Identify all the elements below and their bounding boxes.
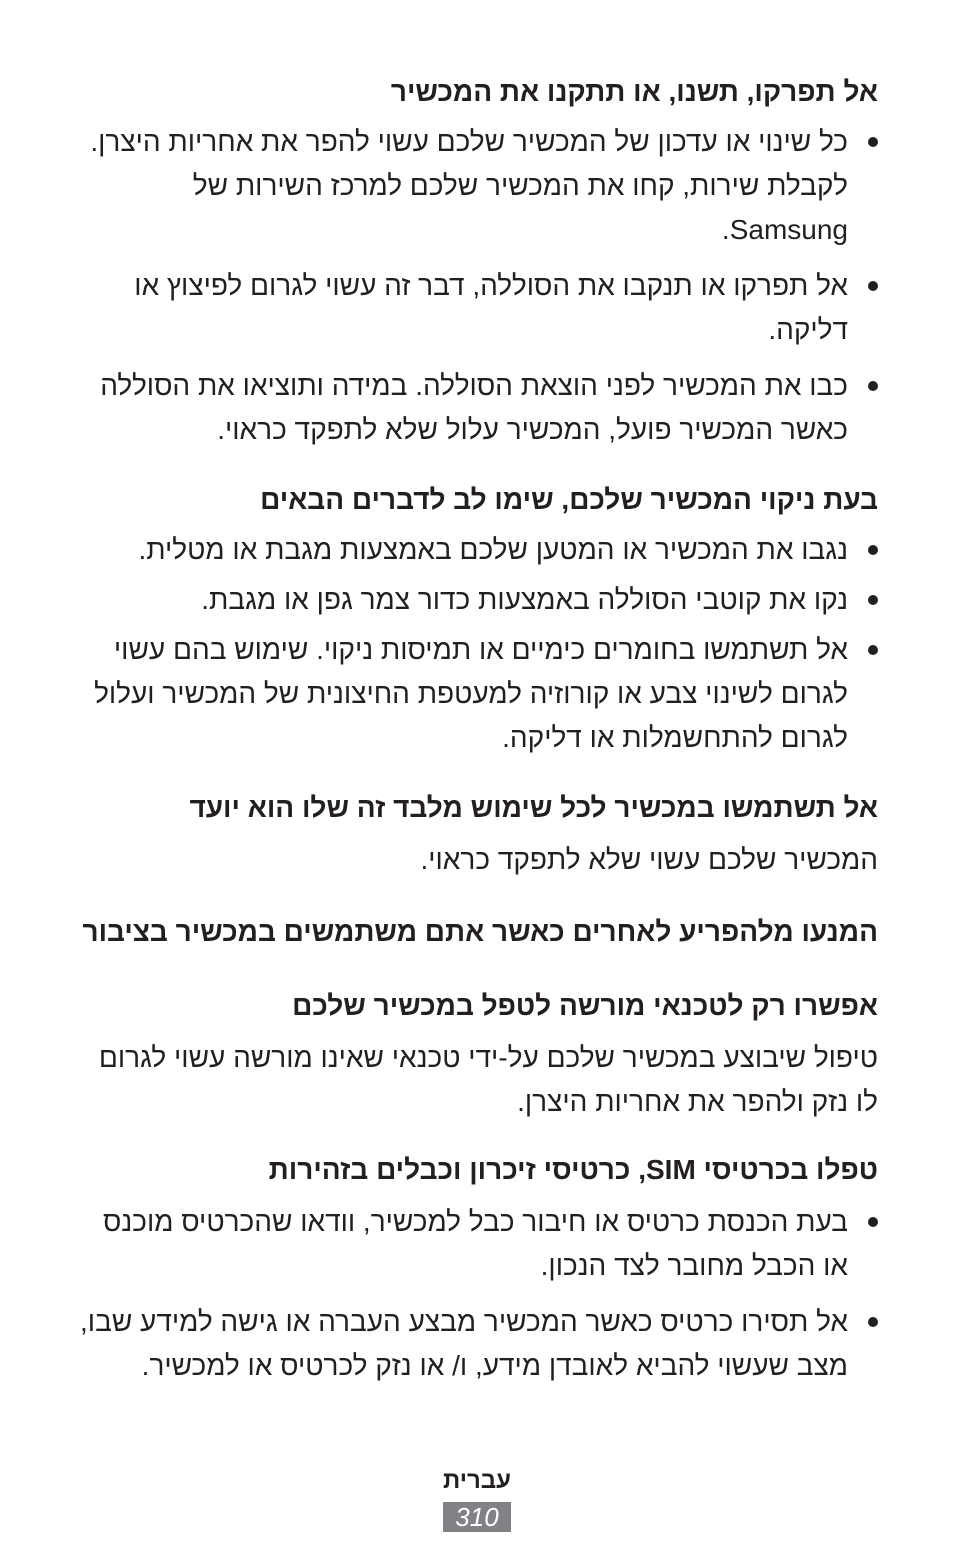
- bullet-icon: [868, 137, 878, 147]
- list-item: [72, 120, 878, 252]
- section-cards-cables: [72, 1152, 878, 1388]
- list-item: [72, 264, 878, 352]
- bullet-icon: [868, 281, 878, 291]
- section-disassembly: [72, 74, 878, 452]
- document-page: [72, 74, 878, 1388]
- bullet-list: [72, 120, 878, 452]
- list-item: [72, 528, 878, 572]
- list-item-text: כל שינוי או עדכון של המכשיר שלכם עשוי להפר את אחריות היצרן. לקבלת שירות, קחו את המכשיר שלכם למרכז השירות של Samsung.: [90, 126, 848, 245]
- bullet-icon: [868, 545, 878, 555]
- section-heading: בעת ניקוי המכשיר שלכם, שימו לב לדברים הבאים: [260, 484, 878, 515]
- section-heading: המנעו מלהפריע לאחרים כאשר אתם משתמשים במכשיר בציבור: [82, 916, 878, 947]
- list-item: [72, 1300, 878, 1388]
- section-heading: אל תפרקו, תשנו, או תתקנו את המכשיר: [390, 76, 878, 107]
- list-item: [72, 578, 878, 622]
- section-public-use: [72, 914, 878, 950]
- list-item-text: נגבו את המכשיר או המטען שלכם באמצעות מגבת או מטלית.: [138, 534, 848, 565]
- list-item-text: בעת הכנסת כרטיס או חיבור כבל למכשיר, וודאו שהכרטיס מוכנס או הכבל מחובר לצד הנכון.: [103, 1206, 848, 1281]
- bullet-icon: [868, 645, 878, 655]
- bullet-icon: [868, 381, 878, 391]
- bullet-list: [72, 1200, 878, 1388]
- list-item: [72, 364, 878, 452]
- section-heading: טפלו בכרטיסי SIM, כרטיסי זיכרון וכבלים בזהירות: [268, 1154, 878, 1185]
- section-paragraph: טיפול שיבוצע במכשיר שלכם על-ידי טכנאי שאינו מורשה עשוי לגרום לו נזק ולהפר את אחריות היצרן.: [98, 1042, 878, 1117]
- list-item-text: נקו את קוטבי הסוללה באמצעות כדור צמר גפן או מגבת.: [201, 584, 848, 615]
- list-item: [72, 628, 878, 760]
- bullet-list: [72, 528, 878, 760]
- list-item-text: אל תפרקו או תנקבו את הסוללה, דבר זה עשוי לגרום לפיצוץ או דליקה.: [134, 270, 848, 345]
- list-item-text: אל תסירו כרטיס כאשר המכשיר מבצע העברה או גישה למידע שבו, מצב שעשוי להביא לאובדן מידע, ו/ או נזק לכרטיס או למכשיר.: [80, 1306, 848, 1381]
- bullet-icon: [868, 1217, 878, 1227]
- section-cleaning: [72, 482, 878, 760]
- list-item-text: אל תשתמשו בחומרים כימיים או תמיסות ניקוי. שימוש בהם עשוי לגרום לשינוי צבע או קורוזיה למעטפת החיצונית של המכשיר ועלול לגרום להתחשמלות או דליקה.: [94, 634, 848, 753]
- list-item-text: כבו את המכשיר לפני הוצאת הסוללה. במידה ותוציאו את הסוללה כאשר המכשיר פועל, המכשיר עלול שלא לתפקד כראוי.: [100, 370, 848, 445]
- bullet-icon: [868, 1317, 878, 1327]
- section-heading: אל תשתמשו במכשיר לכל שימוש מלבד זה שלו הוא יועד: [189, 792, 878, 823]
- page-footer: [0, 1466, 954, 1532]
- footer-language: עברית: [442, 1467, 511, 1494]
- page-number: 310: [443, 1502, 511, 1532]
- section-paragraph: המכשיר שלכם עשוי שלא לתפקד כראוי.: [420, 844, 878, 875]
- list-item: [72, 1200, 878, 1288]
- section-service: [72, 988, 878, 1124]
- section-intended-use: [72, 790, 878, 882]
- section-heading: אפשרו רק לטכנאי מורשה לטפל במכשיר שלכם: [292, 990, 878, 1021]
- bullet-icon: [868, 595, 878, 605]
